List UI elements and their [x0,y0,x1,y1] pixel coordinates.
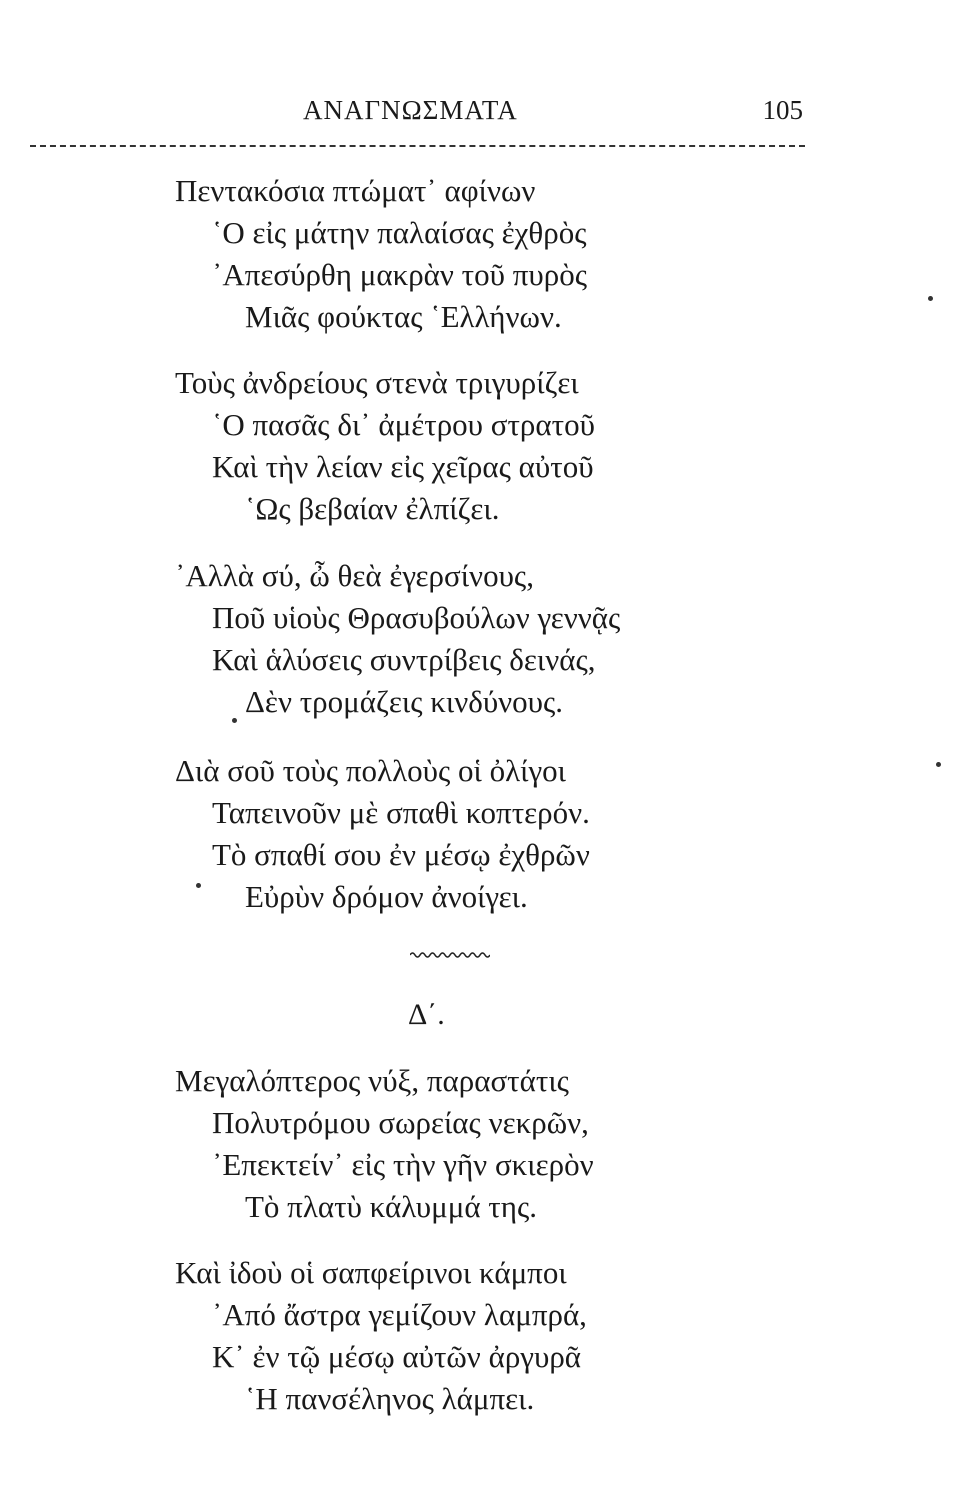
verse-line: Τὸ πλατὺ κάλυμμά της. [245,1189,538,1224]
verse-line: ῾Ως βεβαίαν ἐλπίζει. [245,491,500,526]
verse-line: Τοὺς ἀνδρείους στενὰ τριγυρίζει [175,365,579,400]
stanza-3 [175,555,815,723]
verse-line: ᾽Από ἄστρα γεμίζουν λαμπρά, [212,1297,587,1332]
ink-speck [928,296,933,301]
verse-line: Ποῦ υἱοὺς Θρασυβούλων γεννᾷς [212,600,621,635]
verse-line: Καὶ ἁλύσεις συντρίβεις δεινάς, [212,642,596,677]
ornamental-wave-rule [410,950,490,960]
verse-line: Καὶ ἰδοὺ οἱ σαπφείρινοι κάμποι [175,1255,567,1290]
verse-line: Πολυτρόμου σωρείας νεκρῶν, [212,1105,589,1140]
verse-line: Καὶ τὴν λείαν εἰς χεῖρας αὐτοῦ [212,449,594,484]
verse-line: Δὲν τρομάζεις κινδύνους. [245,684,564,719]
stanza-5 [175,1060,815,1228]
verse-line: Κ᾽ ἐν τῷ μέσῳ αὐτῶν ἀργυρᾶ [212,1339,582,1374]
stanza-4 [175,750,815,918]
verse-line: Μιᾶς φούκτας ῾Ελλήνων. [245,299,562,334]
verse-line: Διὰ σοῦ τοὺς πολλοὺς οἱ ὀλίγοι [175,753,566,788]
section-number: Δ΄. [408,998,445,1031]
verse-line: ᾽Απεσύρθη μακρὰν τοῦ πυρὸς [212,257,587,292]
verse-line: Μεγαλόπτερος νύξ, παραστάτις [175,1063,569,1098]
running-head-title: ΑΝΑΓΝΩΣΜΑΤΑ [303,95,518,125]
stanza-2 [175,362,815,530]
ink-speck [232,718,237,723]
verse-line: ᾽Αλλὰ σύ, ὦ θεὰ ἐγερσίνους, [175,558,534,593]
verse-line: ᾽Επεκτείν᾽ εἰς τὴν γῆν σκιερὸν [212,1147,594,1182]
ink-speck [196,883,201,888]
stanza-1 [175,170,815,338]
verse-line: Τὸ σπαθί σου ἐν μέσῳ ἐχθρῶν [212,837,590,872]
ink-speck [936,762,941,767]
page-number: 105 [762,95,803,125]
verse-line: ῾Ο εἰς μάτην παλαίσας ἐχθρὸς [212,215,587,250]
verse-line: Πεντακόσια πτώματ᾽ αφίνων [175,173,536,208]
running-head [175,95,803,135]
verse-line: ῾Ο πασᾶς δι᾽ ἀμέτρου στρατοῦ [212,407,595,442]
header-rule [30,145,805,147]
verse-line: ῾Η πανσέληνος λάμπει. [245,1381,535,1416]
stanza-6 [175,1252,815,1420]
verse-line: Εὐρὺν δρόμον ἀνοίγει. [245,879,528,914]
verse-line: Ταπεινοῦν μὲ σπαθὶ κοπτερόν. [212,795,590,830]
